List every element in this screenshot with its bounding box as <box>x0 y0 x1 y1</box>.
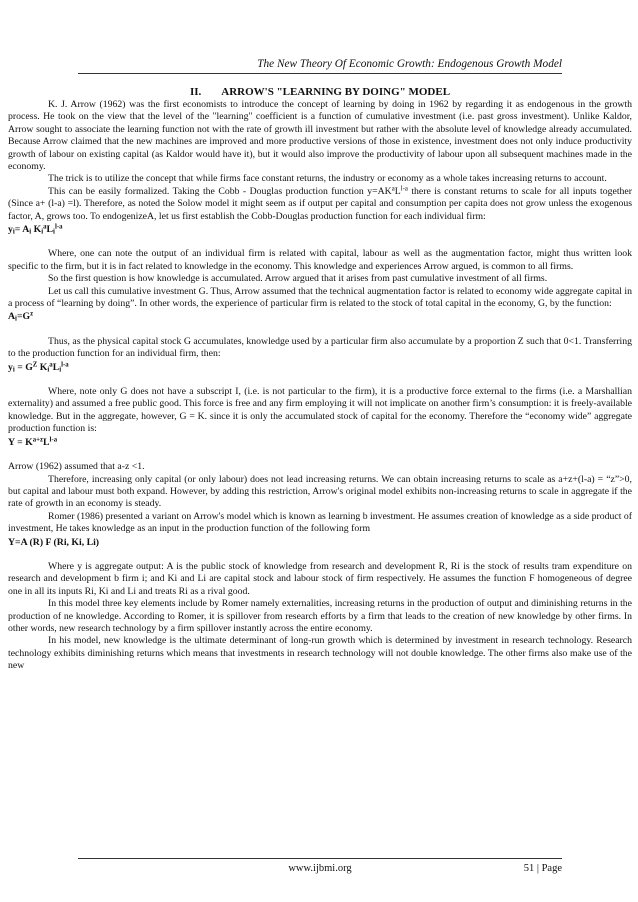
section-number: II. <box>189 86 202 98</box>
paragraph: K. J. Arrow (1962) was the first economists to introduce the concept of learning by doing in 1962 by regarding it as endogenous in the growth process. He took on the view that the level of the "learning" coefficient is a function of cumulative investment (i.e. past gross investment). Unlike Kaldor, Arrow sought to associate the learning function not with the rate of growth ill investment but rather with the absolute level of knowledge already accumulated. Because Arrow claimed that the new machines are improved and more productive versions of those in existence, investment does not only induce productivity growth of labour on existing capital (as Kaldor would have it), but it would also improve the productivity of labour upon all subsequent machines made in the economy. <box>8 99 632 173</box>
section-heading <box>8 85 632 99</box>
page-number: 51 | Page <box>523 863 562 874</box>
journal-website: www.ijbmi.org <box>288 863 352 874</box>
equation-aggregate: $Y = K^{a+z}L^{l-a}$ <box>8 435 58 448</box>
paragraph: Arrow (1962) assumed that a-z <1. <box>8 461 145 473</box>
equation-firm-production: $y_i= A_i$ $K_i^aL_i^{l-a}$ <box>8 223 63 236</box>
paragraph: Therefore, increasing only capital (or only labour) does not lead increasing returns. We can obtain increasing returns to scale as a+z+(l-a) = “z”>0, but capital and labour must both expand. However, by adding this restriction, Arrow's original model exhibits non-increasing returns to scale in aggregate if the rate of growth in an economy is steady. <box>8 473 632 510</box>
paragraph: So the first question is how knowledge is accumulated. Arrow argued that it arises from past cumulative investment of all firms. <box>48 273 548 285</box>
paragraph: Where, one can note the output of an individual firm is related with capital, labour as well as the augmentation factor, might thus written look specific to the firm, but it is in fact related to knowledge in the economy. This knowledge and experiences Arrow argued, is common to all firms. <box>8 248 632 272</box>
paragraph: Thus, as the physical capital stock G accumulates, knowledge used by a particular firm also accumulate by a proportion Z such that 0<1. Transferring to the production function for an individual firm, then: <box>8 335 632 360</box>
paragraph: Let us call this cumulative investment G. Thus, Arrow assumed that the technical augmentation factor is related to economy wide aggregate capital in a process of “learning by doing”. In other words, the experience of particular firm is related to the stock of total capital in the economy, G, by the function: <box>8 285 632 310</box>
paragraph: Where y is aggregate output: A is the public stock of knowledge from research and development R, Ri is the stock of results tram expenditure on research and development b firm i; and Ki and Li are capital stock and labour stock of firm respectively. He assumes the function F homogeneous of degree one in all its inputs Ri, Ki and Li and treats Ri as a rival good. <box>8 560 632 597</box>
article-body <box>8 85 632 673</box>
paragraph: Where, note only G does not have a subscript I, (i.e. is not particular to the firm), it is a productive force external to the firms (i.e. a Marshallian externality) and assumed a free public good. This force is free and any firm employing it will not implicate on another firm’s consumption: it is freely-available knowledge. But in the aggregate, however, G = K. since it is only the accumulated stock of capital for the economy. Therefore the “economy wide” aggregate production function is: <box>8 386 632 435</box>
paragraph: Romer (1986) presented a variant on Arrow's model which is known as learning b investment. He assumes creation of knowledge as a side product of investment, He takes knowledge as an input in the production function of the following form <box>8 510 632 535</box>
paragraph: The trick is to utilize the concept that while firms face constant returns, the industry or economy as a whole takes increasing returns to account. <box>48 173 607 185</box>
page-footer <box>78 858 562 876</box>
equation-romer: Y=A (R) F (Ri, Ki, Li) <box>8 536 100 548</box>
paragraph: This can be easily formalized. Taking the Cobb - Douglas production function $y=AK^aL^{l-a}$ there is constant returns to scale for all inputs together (Since a+ (l-a) =l). Therefore, as noted the Solow model it might seem as if output per capital and consumption per capita does not grow unless the exogenous factor, A, grows too. To endogenizeA, let us first establish the Cobb-Douglas production function for each individual firm: <box>8 185 632 222</box>
equation-firm-with-spillover: $y_i = G^Z$ $K_i^aL_i^{l-a}$ <box>8 360 69 374</box>
section-title: ARROW'S "LEARNING BY DOING" MODEL <box>221 86 451 98</box>
paragraph: In this model three key elements include by Romer namely externalities, increasing returns in the production of output and diminishing returns in the production of ne knowledge. According to Romer, it is spillover from research efforts by a firm that leads to the creation of new knowledge by other firms. In other words, new research technology by a firm spillover instantly across the entire economy. <box>8 598 632 634</box>
paragraph: In his model, new knowledge is the ultimate determinant of long-run growth which is determined by investment in research technology. Research technology exhibits diminishing returns which means that investments in research technology will not double knowledge. The other firms also make use of the new <box>8 635 632 672</box>
running-header: The New Theory Of Economic Growth: Endogenous Growth Model <box>78 58 562 74</box>
equation-knowledge: $A_i=G^z$ <box>8 310 34 323</box>
